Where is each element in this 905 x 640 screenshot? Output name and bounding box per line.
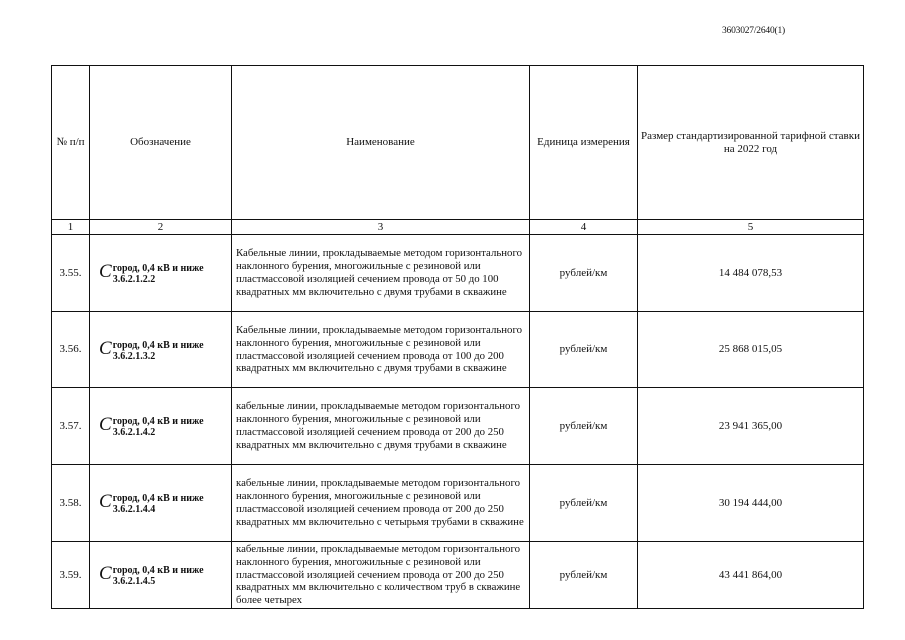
name-cell: Кабельные линии, прокладываемые методом горизонтального наклонного бурения, многожильные с резиновой или пластмассовой изоляцией сечением провода от 100 до 200 квадратных мм включительно с двумя трубами в скважине (232, 312, 530, 388)
table-row (52, 465, 864, 542)
designation-letter: C (99, 414, 112, 435)
header-num: № п/п (52, 66, 90, 220)
row-number: 3.57. (52, 388, 90, 465)
table-row (52, 542, 864, 609)
designation-cell (90, 388, 232, 465)
designation-subscript: 3.6.2.1.2.2 (112, 274, 156, 285)
designation-superscript: город, 0,4 кВ и ниже (112, 263, 204, 274)
designation-formula (90, 563, 204, 587)
designation-subscript: 3.6.2.1.4.2 (112, 427, 156, 438)
designation-formula (90, 414, 204, 438)
rate-cell: 25 868 015,05 (638, 312, 864, 388)
row-number: 3.58. (52, 465, 90, 542)
rate-cell: 43 441 864,00 (638, 542, 864, 609)
designation-letter: C (99, 491, 112, 512)
column-number: 3 (232, 220, 530, 235)
unit-cell: рублей/км (530, 312, 638, 388)
column-number: 5 (638, 220, 864, 235)
designation-cell (90, 312, 232, 388)
unit-cell: рублей/км (530, 542, 638, 609)
designation-letter: C (99, 337, 112, 359)
name-cell: кабельные линии, прокладываемые методом горизонтального наклонного бурения, многожильные с резиновой или пластмассовой изоляцией сечением провода от 200 до 250 квадратных мм включительно с двумя трубами в скважине (232, 388, 530, 465)
unit-cell: рублей/км (530, 235, 638, 312)
designation-cell (90, 542, 232, 609)
designation-subscript: 3.6.2.1.3.2 (112, 350, 156, 362)
table-row (52, 388, 864, 465)
designation-formula (90, 491, 204, 515)
row-number: 3.56. (52, 312, 90, 388)
rate-cell: 23 941 365,00 (638, 388, 864, 465)
header-row (52, 66, 864, 220)
designation-cell (90, 235, 232, 312)
row-number: 3.55. (52, 235, 90, 312)
name-cell: кабельные линии, прокладываемые методом горизонтального наклонного бурения, многожильные с резиновой или пластмассовой изоляцией сечением провода от 200 до 250 квадратных мм включительно с количеством труб в скважине более четырех (232, 542, 530, 609)
column-number-row (52, 220, 864, 235)
designation-superscript: город, 0,4 кВ и ниже (112, 339, 204, 351)
designation-subscript: 3.6.2.1.4.5 (112, 576, 156, 587)
designation-formula (90, 338, 204, 362)
designation-cell (90, 465, 232, 542)
header-rate: Размер стандартизированной тарифной ставки на 2022 год (638, 66, 864, 220)
rate-cell: 30 194 444,00 (638, 465, 864, 542)
designation-superscript: город, 0,4 кВ и ниже (112, 416, 204, 427)
document-id: 3603027/2640(1) (722, 26, 785, 36)
designation-superscript: город, 0,4 кВ и ниже (112, 565, 204, 576)
name-cell: Кабельные линии, прокладываемые методом горизонтального наклонного бурения, многожильные с резиновой или пластмассовой изоляцией сечением провода от 50 до 100 квадратных мм включительно с двумя трубами в скважине (232, 235, 530, 312)
header-designation: Обозначение (90, 66, 232, 220)
name-cell: кабельные линии, прокладываемые методом горизонтального наклонного бурения, многожильные с резиновой или пластмассовой изоляцией сечением провода от 200 до 250 квадратных мм включительно с четырьмя трубами в скважине (232, 465, 530, 542)
tariff-table (51, 65, 864, 609)
rate-cell: 14 484 078,53 (638, 235, 864, 312)
header-name: Наименование (232, 66, 530, 220)
column-number: 1 (52, 220, 90, 235)
designation-subscript: 3.6.2.1.4.4 (112, 504, 156, 515)
unit-cell: рублей/км (530, 465, 638, 542)
table-row (52, 235, 864, 312)
designation-superscript: город, 0,4 кВ и ниже (112, 493, 204, 504)
table-row (52, 312, 864, 388)
row-number: 3.59. (52, 542, 90, 609)
unit-cell: рублей/км (530, 388, 638, 465)
column-number: 4 (530, 220, 638, 235)
header-unit: Единица измерения (530, 66, 638, 220)
designation-formula (90, 261, 204, 285)
column-number: 2 (90, 220, 232, 235)
designation-letter: C (99, 563, 112, 584)
designation-letter: C (99, 261, 112, 282)
